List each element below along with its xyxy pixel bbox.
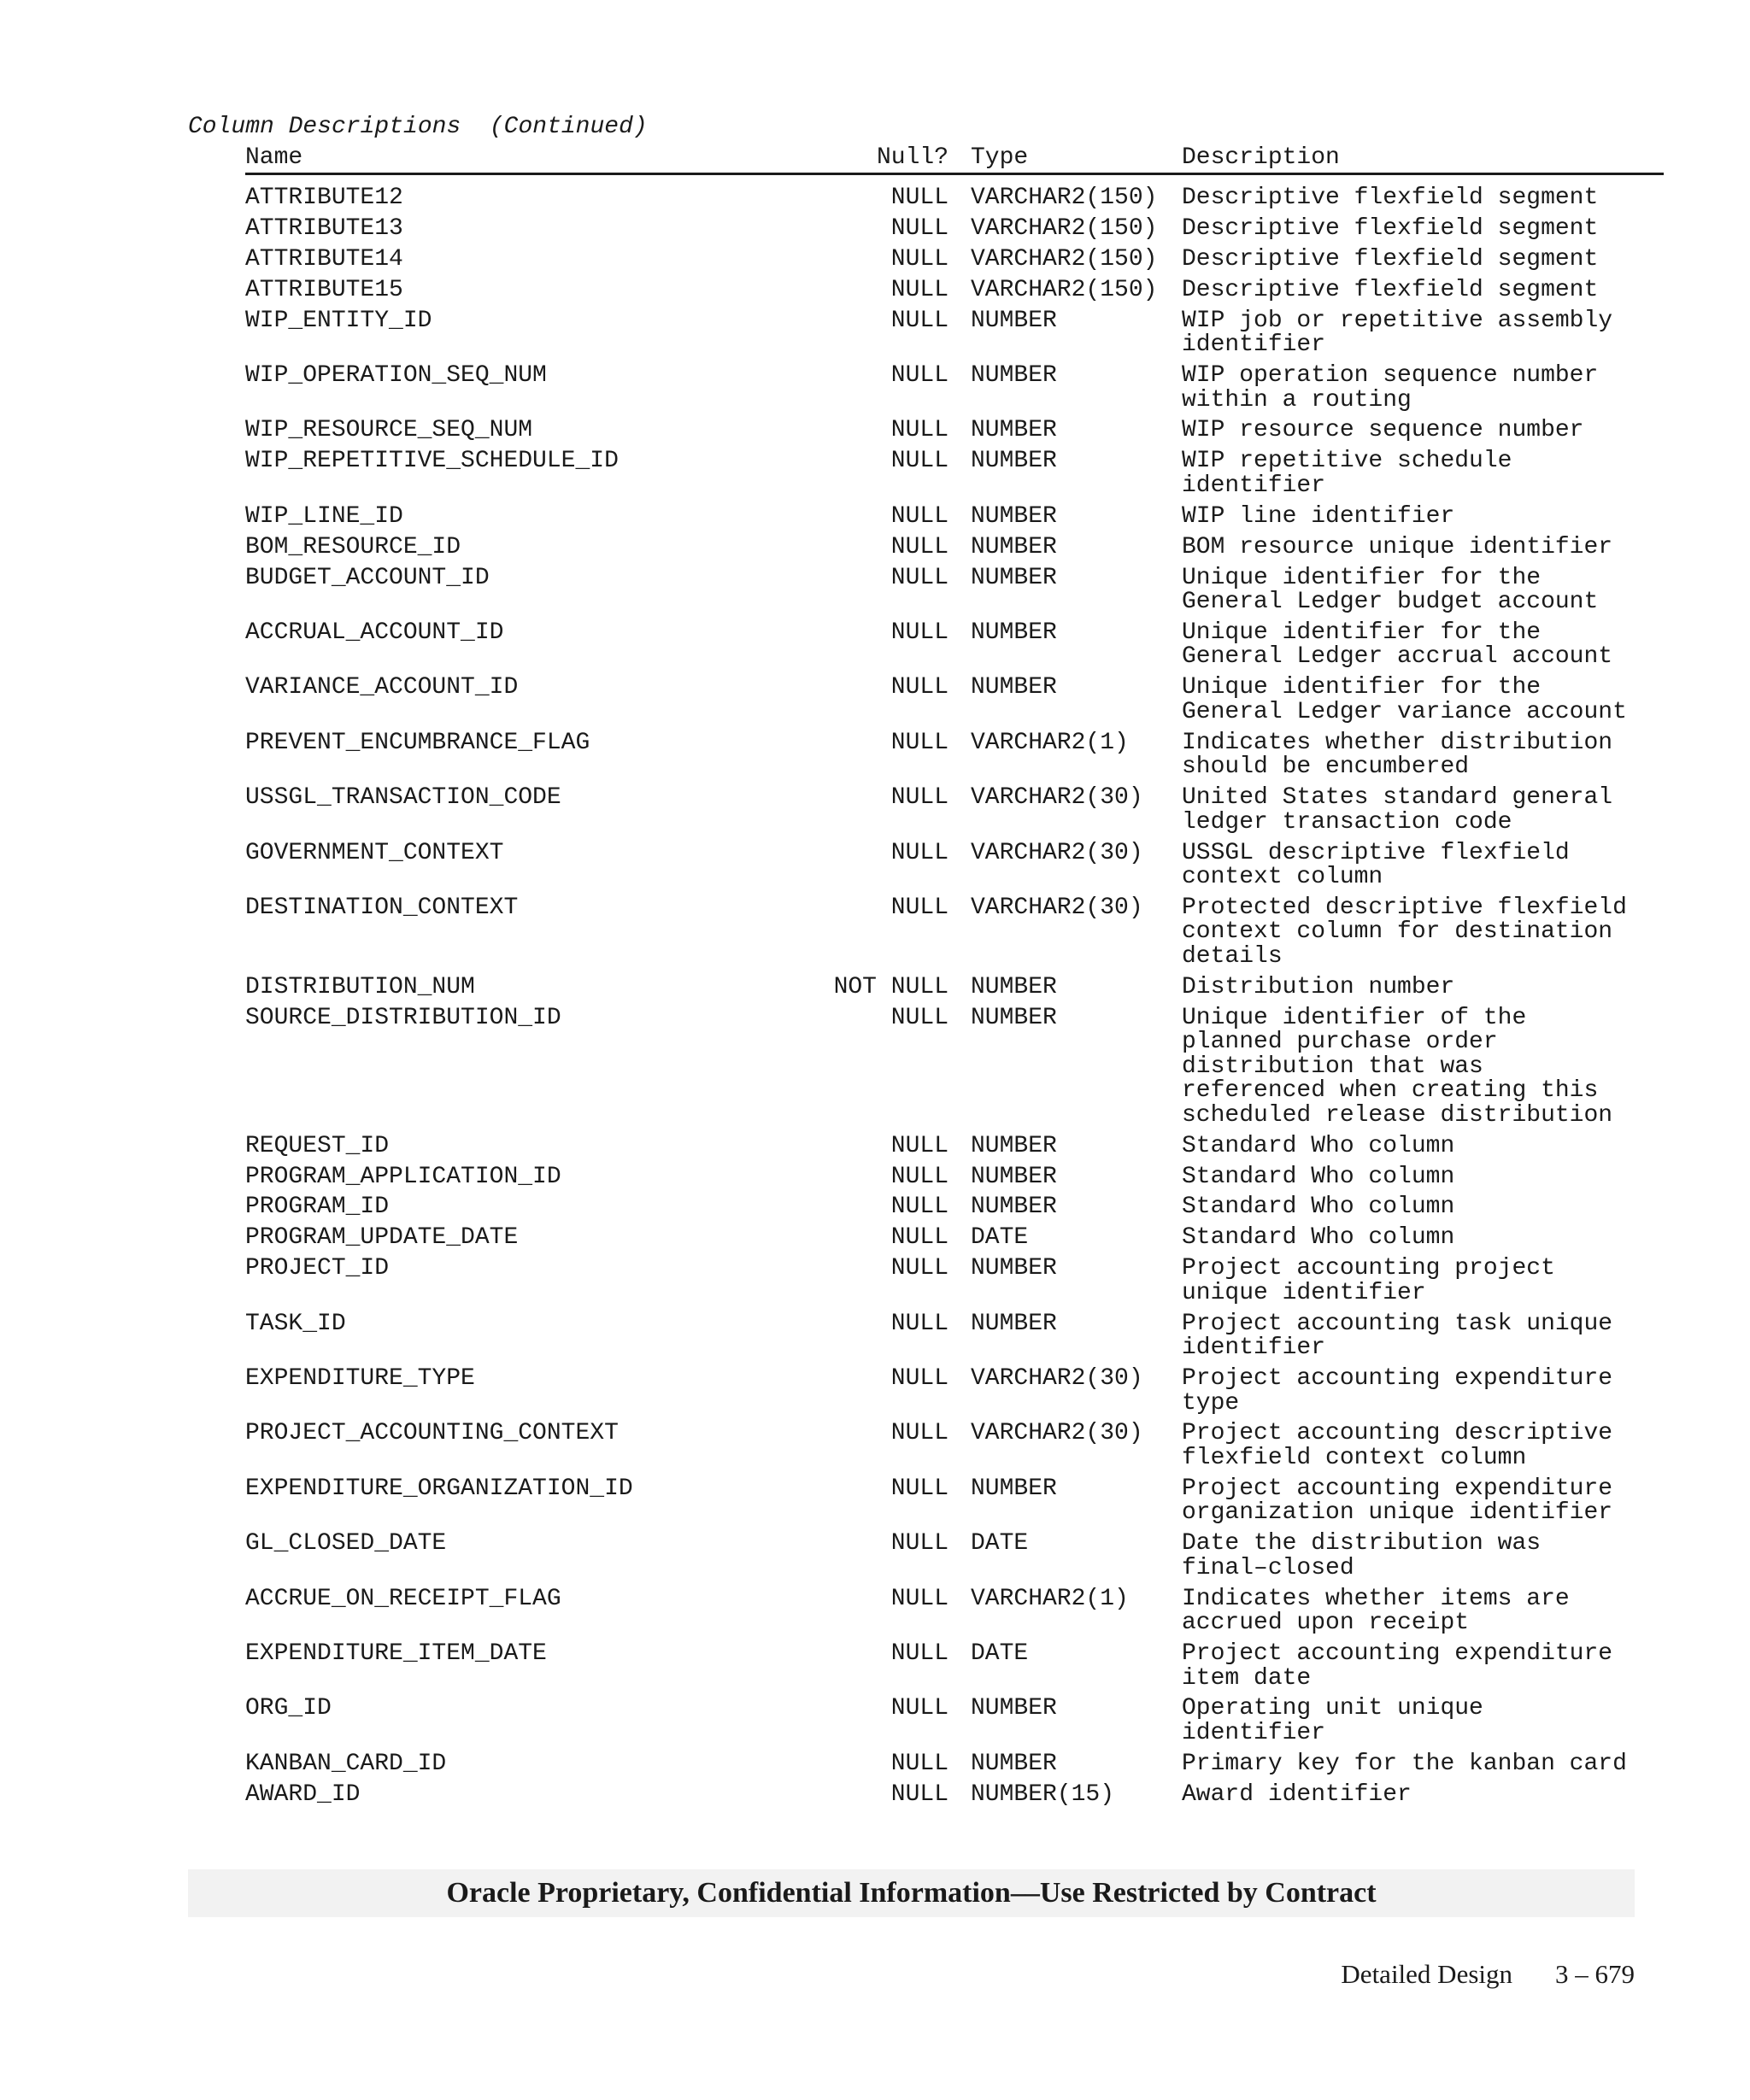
column-description: Date the distribution was final–closed xyxy=(1182,1530,1542,1581)
header-type: Type xyxy=(971,144,1029,171)
page-footer xyxy=(1341,1957,1635,1991)
table-row xyxy=(0,896,1750,970)
table-row xyxy=(0,449,1750,498)
column-name: WIP_RESOURCE_SEQ_NUM xyxy=(245,417,533,444)
column-name: PREVENT_ENCUMBRANCE_FLAG xyxy=(245,729,590,756)
section-title: Column Descriptions (Continued) xyxy=(188,114,648,140)
column-description: Unique identifier of the planned purchase order distribution that was referenced when creating this scheduled release distribution xyxy=(1182,1004,1613,1129)
page-number: 3 – 679 xyxy=(1555,1959,1635,1989)
column-type: NUMBER(15) xyxy=(971,1780,1115,1808)
column-description: USSGL descriptive flexfield context column xyxy=(1182,839,1570,890)
column-name: ATTRIBUTE13 xyxy=(245,214,403,242)
column-description: WIP resource sequence number xyxy=(1182,417,1584,444)
column-type: VARCHAR2(150) xyxy=(971,276,1158,303)
table-row xyxy=(0,533,1750,560)
table-row xyxy=(0,786,1750,835)
column-description: Project accounting expenditure organization unique identifier xyxy=(1182,1475,1613,1527)
column-name: ATTRIBUTE14 xyxy=(245,245,403,273)
table-row xyxy=(0,1195,1750,1220)
column-null: NULL xyxy=(890,1255,948,1282)
column-description: Standard Who column xyxy=(1182,1132,1455,1159)
column-description: Project accounting project unique identifier xyxy=(1182,1255,1555,1306)
column-name: BOM_RESOURCE_ID xyxy=(245,533,461,560)
table-row xyxy=(0,566,1750,615)
column-name: ORG_ID xyxy=(245,1695,332,1722)
column-null: NULL xyxy=(890,839,948,866)
column-null: NULL xyxy=(890,1194,948,1221)
column-null: NULL xyxy=(890,502,948,530)
column-null: NULL xyxy=(890,448,948,475)
table-row xyxy=(0,1752,1750,1777)
column-null: NULL xyxy=(890,1004,948,1031)
column-type: NUMBER xyxy=(971,307,1057,334)
column-description: Standard Who column xyxy=(1182,1163,1455,1190)
column-type: VARCHAR2(1) xyxy=(971,729,1129,756)
column-name: VARIANCE_ACCOUNT_ID xyxy=(245,674,519,701)
column-description: Project accounting expenditure type xyxy=(1182,1365,1613,1417)
column-type: VARCHAR2(1) xyxy=(971,1585,1129,1612)
column-name: WIP_ENTITY_ID xyxy=(245,307,432,334)
column-type: VARCHAR2(30) xyxy=(971,1365,1143,1392)
column-null: NULL xyxy=(890,1224,948,1252)
table-row xyxy=(0,1165,1750,1190)
column-type: NUMBER xyxy=(971,1310,1057,1337)
column-description: Descriptive flexfield segment xyxy=(1182,185,1599,211)
column-description: Unique identifier for the General Ledger budget account xyxy=(1182,564,1599,615)
column-type: NUMBER xyxy=(971,1194,1057,1221)
column-description: Award identifier xyxy=(1182,1780,1412,1808)
column-null: NULL xyxy=(890,1585,948,1612)
column-name: TASK_ID xyxy=(245,1310,346,1337)
column-null: NULL xyxy=(890,1640,948,1667)
table-row xyxy=(0,245,1750,273)
column-name: ACCRUE_ON_RECEIPT_FLAG xyxy=(245,1585,561,1612)
column-description: Primary key for the kanban card xyxy=(1182,1750,1627,1777)
column-type: VARCHAR2(150) xyxy=(971,214,1158,242)
column-description: WIP operation sequence number within a routing xyxy=(1182,362,1599,414)
column-null: NULL xyxy=(890,362,948,389)
column-description: BOM resource unique identifier xyxy=(1182,533,1613,560)
table-row xyxy=(0,973,1750,1000)
column-null: NULL xyxy=(890,276,948,303)
column-null: NULL xyxy=(890,533,948,560)
column-null: NULL xyxy=(890,894,948,921)
column-type: VARCHAR2(150) xyxy=(971,185,1158,211)
column-description: Descriptive flexfield segment xyxy=(1182,245,1599,273)
column-null: NULL xyxy=(890,1420,948,1447)
table-row xyxy=(0,676,1750,724)
column-description: Indicates whether items are accrued upon receipt xyxy=(1182,1585,1570,1637)
column-description: Project accounting task unique identifier xyxy=(1182,1310,1613,1362)
table-row xyxy=(0,502,1750,530)
table-row xyxy=(0,276,1750,303)
column-type: NUMBER xyxy=(971,1255,1057,1282)
header-name: Name xyxy=(245,144,303,171)
column-type: VARCHAR2(30) xyxy=(971,839,1143,866)
column-name: PROGRAM_ID xyxy=(245,1194,390,1221)
table-row xyxy=(0,1422,1750,1470)
table-row xyxy=(0,1367,1750,1416)
column-description: Unique identifier for the General Ledger accrual account xyxy=(1182,619,1613,671)
column-null: NULL xyxy=(890,674,948,701)
column-null: NULL xyxy=(890,1475,948,1502)
column-type: NUMBER xyxy=(971,417,1057,444)
column-null: NULL xyxy=(890,1365,948,1392)
column-null: NULL xyxy=(890,729,948,756)
confidential-notice: Oracle Proprietary, Confidential Information––Use Restricted by Contract xyxy=(446,1877,1377,1909)
table-row xyxy=(0,731,1750,780)
table-row xyxy=(0,1312,1750,1361)
column-type: NUMBER xyxy=(971,674,1057,701)
column-type: VARCHAR2(30) xyxy=(971,1420,1143,1447)
column-description: Project accounting descriptive flexfield context column xyxy=(1182,1420,1613,1471)
column-null: NULL xyxy=(890,1163,948,1190)
column-description: WIP line identifier xyxy=(1182,502,1455,530)
column-description: Operating unit unique identifier xyxy=(1182,1695,1483,1746)
column-null: NULL xyxy=(890,185,948,211)
column-null: NULL xyxy=(890,1530,948,1557)
column-null: NULL xyxy=(890,1780,948,1808)
column-null: NULL xyxy=(890,307,948,334)
column-description: Distribution number xyxy=(1182,973,1455,1000)
column-type: NUMBER xyxy=(971,362,1057,389)
column-description: United States standard general ledger transaction code xyxy=(1182,784,1613,836)
column-type: NUMBER xyxy=(971,448,1057,475)
column-name: ACCRUAL_ACCOUNT_ID xyxy=(245,619,504,646)
column-type: NUMBER xyxy=(971,1132,1057,1159)
column-description: Standard Who column xyxy=(1182,1224,1455,1252)
column-null: NULL xyxy=(890,417,948,444)
column-null: NULL xyxy=(890,784,948,812)
table-row xyxy=(0,1257,1750,1305)
column-name: PROJECT_ID xyxy=(245,1255,390,1282)
column-name: EXPENDITURE_TYPE xyxy=(245,1365,475,1392)
table-row xyxy=(0,1697,1750,1745)
column-type: NUMBER xyxy=(971,502,1057,530)
table-row xyxy=(0,1132,1750,1159)
column-null: NULL xyxy=(890,1132,948,1159)
column-type: NUMBER xyxy=(971,1163,1057,1190)
table-row xyxy=(0,214,1750,242)
header-null: Null? xyxy=(877,144,949,171)
column-type: NUMBER xyxy=(971,564,1057,591)
column-description: WIP job or repetitive assembly identifier xyxy=(1182,307,1613,359)
column-null: NULL xyxy=(890,1695,948,1722)
column-name: PROGRAM_UPDATE_DATE xyxy=(245,1224,519,1252)
column-name: PROJECT_ACCOUNTING_CONTEXT xyxy=(245,1420,619,1447)
column-type: NUMBER xyxy=(971,1695,1057,1722)
column-null: NULL xyxy=(890,564,948,591)
column-name: EXPENDITURE_ORGANIZATION_ID xyxy=(245,1475,633,1502)
column-type: NUMBER xyxy=(971,973,1057,1000)
table-row xyxy=(0,621,1750,670)
column-name: DISTRIBUTION_NUM xyxy=(245,973,475,1000)
column-description: Protected descriptive flexfield context column for destination details xyxy=(1182,894,1627,970)
column-description: Descriptive flexfield segment xyxy=(1182,214,1599,242)
table-row xyxy=(0,1642,1750,1691)
table-row xyxy=(0,1226,1750,1251)
column-type: NUMBER xyxy=(971,533,1057,560)
column-description: Project accounting expenditure item date xyxy=(1182,1640,1613,1692)
column-type: NUMBER xyxy=(971,1004,1057,1031)
table-row xyxy=(0,1477,1750,1526)
table-row xyxy=(0,839,1750,890)
column-name: GL_CLOSED_DATE xyxy=(245,1530,447,1557)
column-type: VARCHAR2(30) xyxy=(971,894,1143,921)
column-description: WIP repetitive schedule identifier xyxy=(1182,448,1512,499)
footer-section-title: Detailed Design xyxy=(1341,1959,1512,1989)
column-name: GOVERNMENT_CONTEXT xyxy=(245,839,504,866)
table-header xyxy=(245,144,1664,175)
column-null: NULL xyxy=(890,214,948,242)
column-type: DATE xyxy=(971,1530,1029,1557)
column-name: ATTRIBUTE12 xyxy=(245,185,403,211)
column-type: VARCHAR2(150) xyxy=(971,245,1158,273)
column-description: Indicates whether distribution should be encumbered xyxy=(1182,729,1613,781)
column-name: WIP_LINE_ID xyxy=(245,502,403,530)
column-name: WIP_OPERATION_SEQ_NUM xyxy=(245,362,547,389)
column-type: NUMBER xyxy=(971,1475,1057,1502)
column-null: NOT NULL xyxy=(833,973,948,1000)
column-name: REQUEST_ID xyxy=(245,1132,390,1159)
column-type: NUMBER xyxy=(971,1750,1057,1777)
table-row xyxy=(0,1532,1750,1581)
column-null: NULL xyxy=(890,245,948,273)
column-name: PROGRAM_APPLICATION_ID xyxy=(245,1163,561,1190)
column-description: Descriptive flexfield segment xyxy=(1182,276,1599,303)
column-name: SOURCE_DISTRIBUTION_ID xyxy=(245,1004,561,1031)
column-null: NULL xyxy=(890,619,948,646)
column-type: DATE xyxy=(971,1224,1029,1252)
column-name: BUDGET_ACCOUNT_ID xyxy=(245,564,490,591)
column-name: AWARD_ID xyxy=(245,1780,361,1808)
column-name: KANBAN_CARD_ID xyxy=(245,1750,447,1777)
table-row xyxy=(0,419,1750,443)
column-name: ATTRIBUTE15 xyxy=(245,276,403,303)
column-null: NULL xyxy=(890,1310,948,1337)
column-null: NULL xyxy=(890,1750,948,1777)
table-row xyxy=(0,1006,1750,1129)
column-name: USSGL_TRANSACTION_CODE xyxy=(245,784,561,812)
table-row xyxy=(0,1780,1750,1808)
table-row xyxy=(0,309,1750,358)
table-row xyxy=(0,186,1750,211)
column-type: NUMBER xyxy=(971,619,1057,646)
column-type: DATE xyxy=(971,1640,1029,1667)
column-name: EXPENDITURE_ITEM_DATE xyxy=(245,1640,547,1667)
column-description: Unique identifier for the General Ledger variance account xyxy=(1182,674,1627,725)
column-name: DESTINATION_CONTEXT xyxy=(245,894,519,921)
column-type: VARCHAR2(30) xyxy=(971,784,1143,812)
table-row xyxy=(0,1587,1750,1636)
column-description: Standard Who column xyxy=(1182,1194,1455,1221)
column-name: WIP_REPETITIVE_SCHEDULE_ID xyxy=(245,448,619,475)
header-description: Description xyxy=(1182,144,1340,171)
table-row xyxy=(0,364,1750,413)
